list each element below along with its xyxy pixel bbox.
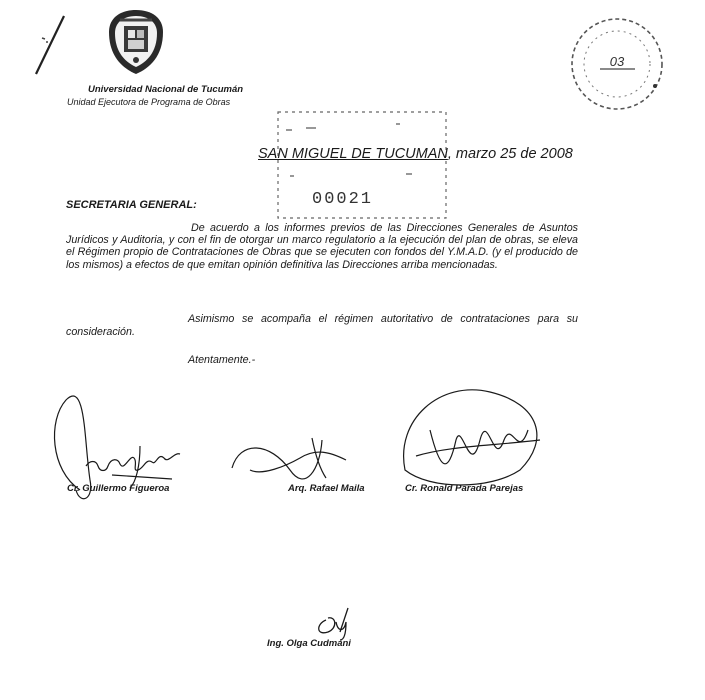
place: SAN MIGUEL DE TUCUMAN [258, 146, 448, 162]
recipient: SECRETARIA GENERAL: [66, 199, 197, 211]
university-seal-icon [106, 8, 166, 76]
margin-mark [26, 12, 76, 82]
signatory-name-3: Cr. Ronald Parada Parejas [405, 483, 524, 494]
round-stamp-icon [567, 14, 667, 114]
body-paragraph-1: De acuerdo a los informes previos de las Direcciones Generales de Asuntos Jurídicos y Auditoria, y con el fin de otorgar un marco regulatorio a la ejecución del plan de obras, se eleva el Régimen propio de Contrataciones de Obras que se ejecuten con fondos del Y.M.A.D. (y el producido de los mismos) a efectos de que emitan opinión definitiva las Direcciones arriba mencionadas. [66, 222, 578, 271]
registry-number: 00021 [312, 190, 374, 209]
institution-unit: Unidad Ejecutora de Programa de Obras [67, 97, 231, 107]
date: , marzo 25 de 2008 [447, 146, 573, 162]
signatory-name-4: Ing. Olga Cudmani [267, 638, 351, 649]
signature-maila [232, 438, 346, 479]
signatory-name-2: Arq. Rafael Maila [288, 483, 365, 494]
signatory-name-1: Cr. Guillermo Figueroa [67, 483, 170, 494]
signature-parada [404, 390, 540, 485]
body-paragraph-2: Asimismo se acompaña el régimen autoritativo de contrataciones para su consideración. [66, 313, 578, 338]
institution-name: Universidad Nacional de Tucumán [88, 84, 244, 95]
closing: Atentamente.- [188, 354, 256, 366]
signature-cudmani [319, 608, 348, 640]
place-date-line [258, 146, 573, 162]
round-stamp-label: 03 [609, 54, 625, 69]
